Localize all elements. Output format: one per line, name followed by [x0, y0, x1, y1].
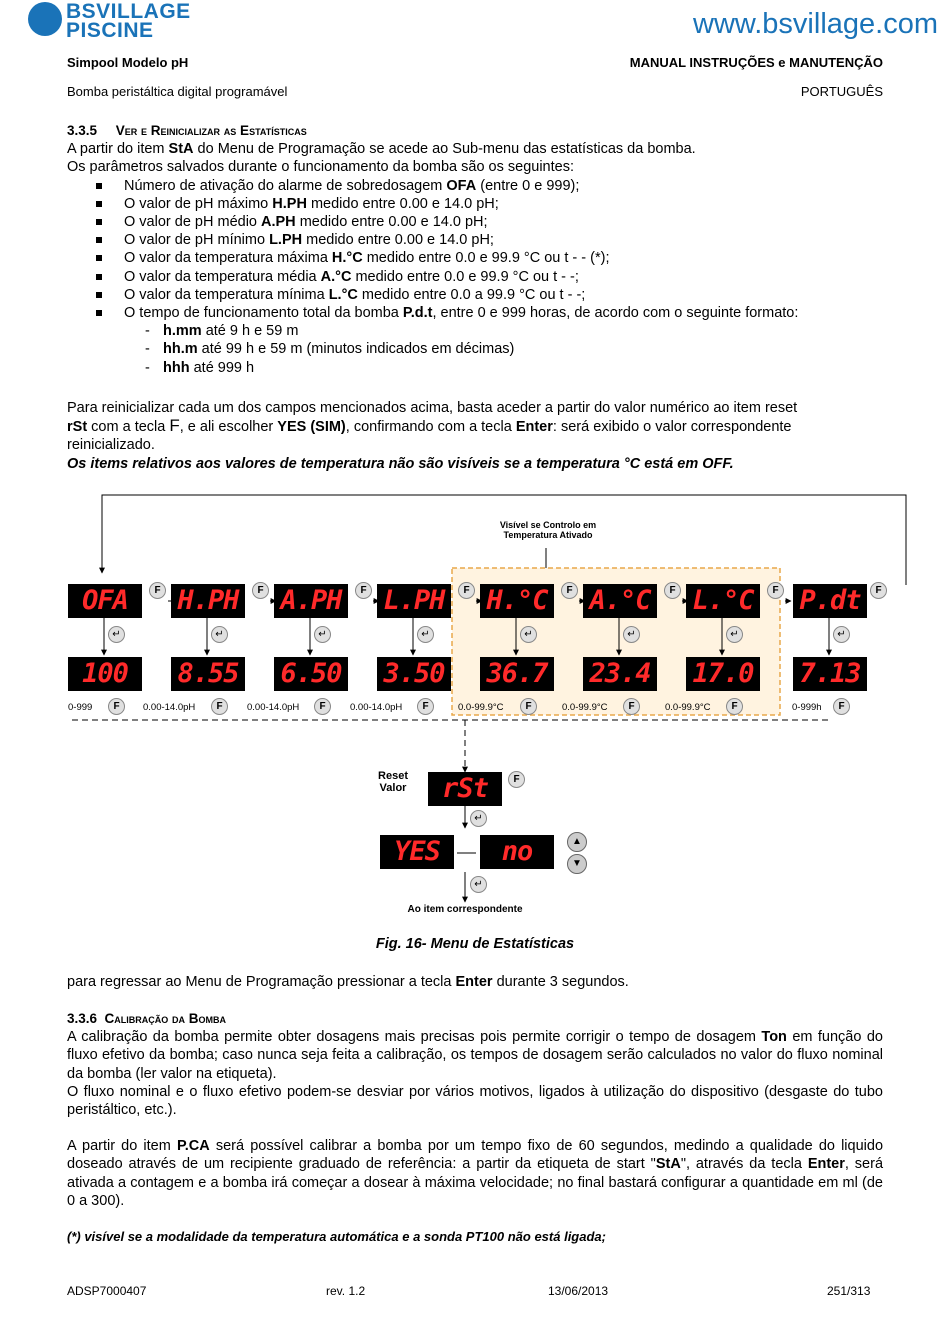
t: , confirmando com a tecla [345, 419, 516, 436]
section-heading [67, 122, 883, 140]
calibration-p2: O fluxo nominal e o fluxo efetivo podem-se desviar por vários motivos, ligados à utilização do dispositivo (desgaste do tubo peristáltico, etc.). [67, 1083, 883, 1119]
t: StA [168, 141, 194, 158]
enter-key-icon: ↵ [726, 626, 743, 643]
f-key-icon: F [211, 698, 228, 715]
t: medido entre 0.00 e 14.0 pH; [295, 214, 488, 231]
menu-display: P.dt [793, 584, 867, 618]
range-label: 0-999 [68, 702, 93, 713]
range-label: 0.00-14.0pH [143, 702, 196, 713]
f-key-icon: F [108, 698, 125, 715]
range-label: 0.00-14.0pH [247, 702, 300, 713]
manual-title: MANUAL INSTRUÇÕES e MANUTENÇÃO [629, 55, 883, 70]
t: - [145, 341, 150, 358]
f-key-icon: F [417, 698, 434, 715]
logo-icon [28, 2, 62, 36]
range-label: 0-999h [792, 702, 822, 713]
f-key-icon: F [833, 698, 850, 715]
menu-display: H.°C [480, 584, 554, 618]
value-display: 36.7 [480, 657, 554, 691]
t: O valor de pH mínimo [124, 232, 270, 249]
t: h.mm [163, 323, 202, 340]
list-item [67, 286, 883, 304]
section-heading [67, 1010, 883, 1028]
figure-caption: Fig. 16- Menu de Estatísticas [375, 936, 575, 952]
f-key-icon: F [149, 582, 166, 599]
logo [66, 2, 191, 40]
t: OFA [446, 177, 477, 194]
t: Enter [455, 974, 493, 990]
f-key-icon: F [520, 698, 537, 715]
range-label: 0.00-14.0pH [350, 702, 403, 713]
t: H.PH [272, 195, 307, 212]
t: , entre 0 e 999 horas, de acordo com o seguinte formato: [432, 305, 799, 322]
footer-rev: rev. 1.2 [326, 1284, 366, 1298]
value-display: 7.13 [793, 657, 867, 691]
section-number: 3.3.5 [67, 123, 98, 138]
t: medido entre 0.0 e 99.9 °C ou t - - (*); [362, 250, 610, 267]
enter-key-icon: ↵ [314, 626, 331, 643]
format-item [67, 340, 883, 358]
format-item [67, 359, 883, 377]
t: Ton [761, 1029, 787, 1046]
list-item [67, 195, 883, 213]
f-key-icon: F [458, 582, 475, 599]
menu-display: A.PH [274, 584, 348, 618]
return-instruction [67, 973, 883, 991]
t: A.°C [320, 268, 352, 285]
menu-display: H.PH [171, 584, 245, 618]
t: (entre 0 e 999); [476, 177, 580, 194]
t: - [145, 359, 150, 376]
f-key-icon: F [870, 582, 887, 599]
rst-display: rSt [428, 772, 502, 806]
range-label: 0.0-99.9°C [665, 702, 711, 713]
reset-paragraph [67, 399, 883, 473]
f-key-icon: F [726, 698, 743, 715]
t: : será exibido o valor correspondente [552, 419, 792, 436]
f-key-icon: F [508, 771, 525, 788]
footnote: (*) visível se a modalidade da temperatura automática e a sonda PT100 não está ligada; [67, 1229, 606, 1245]
format-item [67, 322, 883, 340]
t: A partir do item [67, 1138, 177, 1155]
reset-label: Reset Valor [378, 770, 408, 794]
enter-key-icon: ↵ [833, 626, 850, 643]
value-display: 17.0 [686, 657, 760, 691]
t: hh.m [163, 341, 198, 358]
parameter-list [67, 177, 883, 323]
calibration-p3 [67, 1137, 883, 1210]
section-number: 3.3.6 [67, 1011, 98, 1026]
t: StA [655, 1156, 681, 1173]
list-item [67, 213, 883, 231]
t: L.PH [269, 232, 303, 249]
menu-display: OFA [68, 584, 142, 618]
menu-display: L.°C [686, 584, 760, 618]
f-key-icon: F [314, 698, 331, 715]
intro-line1 [67, 140, 883, 158]
section-title: Ver e Reinicializar as Estatísticas [115, 123, 307, 138]
t: medido entre 0.00 e 14.0 pH; [302, 232, 494, 249]
statistics-menu-diagram [0, 490, 950, 920]
enter-key-icon: ↵ [470, 876, 487, 893]
list-item [67, 249, 883, 267]
enter-key-icon: ↵ [623, 626, 640, 643]
t: será possível calibrar a bomba por um tempo fixo de 60 segundos, medindo a qualidade do liquido doseado através de um recipiente graduado de referência: a partir da etiqueta de start " [67, 1138, 884, 1173]
up-arrow-icon: ▲ [567, 832, 587, 852]
t: hhh [163, 359, 190, 376]
language: PORTUGUÊS [800, 84, 883, 99]
t: , será ativada a contagem e a bomba irá começar a dosear à máxima velocidade; no final bastará configurar a quantidade em ml (de 0 a 300). [67, 1156, 884, 1209]
value-display: 100 [68, 657, 142, 691]
t: P.CA [176, 1138, 210, 1155]
list-item [67, 268, 883, 286]
subtitle: Bomba peristáltica digital programável [67, 84, 288, 99]
down-arrow-icon: ▼ [567, 854, 587, 874]
t: A partir do item [67, 141, 169, 158]
t: até 9 h e 59 m [201, 323, 299, 340]
intro-line2: Os parâmetros salvados durante o funcionamento da bomba são os seguintes: [67, 159, 574, 176]
range-label: 0.0-99.9°C [562, 702, 608, 713]
footer-date: 13/06/2013 [548, 1284, 609, 1298]
footer-doc: ADSP7000407 [67, 1284, 147, 1298]
value-display: 3.50 [377, 657, 451, 691]
f-key-icon: F [623, 698, 640, 715]
range-label: 0.0-99.9°C [458, 702, 504, 713]
t: P.d.t [402, 305, 433, 322]
section-335 [67, 122, 883, 377]
section-title: Calibração da Bomba [104, 1011, 227, 1026]
to-item-label: Ao item correspondente [407, 904, 523, 915]
t: Enter [515, 419, 553, 436]
t: Para reinicializar cada um dos campos mencionados acima, basta aceder a partir do valor numérico ao item reset [67, 400, 798, 416]
f-key-icon: F [252, 582, 269, 599]
yes-display: YES [380, 835, 454, 869]
t: YES (SIM) [277, 419, 346, 436]
t: para regressar ao Menu de Programação pressionar a tecla [67, 974, 456, 990]
enter-key-icon: ↵ [520, 626, 537, 643]
enter-key-icon: ↵ [417, 626, 434, 643]
enter-key-icon: ↵ [211, 626, 228, 643]
value-display: 6.50 [274, 657, 348, 691]
t: O valor de pH máximo [124, 195, 273, 212]
t: F [169, 416, 180, 436]
visible-label: Visível se Controlo em Temperatura Ativado [499, 520, 597, 540]
t: em função do fluxo efetivo da bomba; caso nunca seja feita a calibração, os tempos de dosagem serão calculados no valor do fluxo nominal da bomba (ler valor na etiqueta). [67, 1029, 883, 1082]
t: medido entre 0.0 a 99.9 °C ou t - -; [357, 286, 586, 303]
t: Número de ativação do alarme de sobredosagem [124, 177, 447, 194]
t: Enter [807, 1156, 845, 1173]
t: medido entre 0.0 e 99.9 °C ou t - -; [351, 268, 579, 285]
t: A calibração da bomba permite obter dosagens mais precisas pois permite corrigir o tempo de dosagem [67, 1029, 762, 1046]
menu-display: A.°C [583, 584, 657, 618]
t: durante 3 segundos. [492, 974, 629, 990]
t: rSt [67, 419, 88, 436]
t: até 999 h [189, 359, 255, 376]
f-key-icon: F [664, 582, 681, 599]
value-display: 23.4 [583, 657, 657, 691]
temperature-note: Os items relativos aos valores de temperatura não são visíveis se a temperatura °C está em OFF. [67, 455, 734, 472]
t: reinicializado. [67, 437, 155, 454]
list-item [67, 231, 883, 249]
t: com a tecla [87, 419, 170, 436]
calibration-p1 [67, 1028, 883, 1083]
t: H.°C [331, 250, 363, 267]
t: até 99 h e 59 m (minutos indicados em décimas) [197, 341, 515, 358]
t: medido entre 0.00 e 14.0 pH; [306, 195, 499, 212]
list-item [67, 304, 883, 322]
f-key-icon: F [561, 582, 578, 599]
t: O tempo de funcionamento total da bomba [124, 305, 403, 322]
section-336 [67, 1010, 883, 1246]
t: , e ali escolher [179, 419, 278, 436]
t: do Menu de Programação se acede ao Sub-menu das estatísticas da bomba. [193, 141, 696, 158]
f-key-icon: F [767, 582, 784, 599]
list-item [67, 177, 883, 195]
t: A.PH [261, 214, 296, 231]
t: O valor da temperatura mínima [124, 286, 329, 303]
logo-line1: BSVILLAGE [66, 0, 191, 23]
value-display: 8.55 [171, 657, 245, 691]
logo-line2: PISCINE [66, 19, 154, 42]
t: ", através da tecla [680, 1156, 808, 1173]
t: O valor da temperatura máxima [124, 250, 332, 267]
model-name: Simpool Modelo pH [67, 55, 189, 70]
t: - [145, 323, 150, 340]
t: O valor da temperatura média [124, 268, 321, 285]
enter-key-icon: ↵ [470, 810, 487, 827]
no-display: no [480, 835, 554, 869]
website-url[interactable]: www.bsvillage.com [693, 8, 938, 40]
f-key-icon: F [355, 582, 372, 599]
menu-display: L.PH [377, 584, 451, 618]
footer-page: 251/313 [827, 1284, 871, 1298]
enter-key-icon: ↵ [108, 626, 125, 643]
t: L.°C [328, 286, 358, 303]
t: O valor de pH médio [124, 214, 262, 231]
